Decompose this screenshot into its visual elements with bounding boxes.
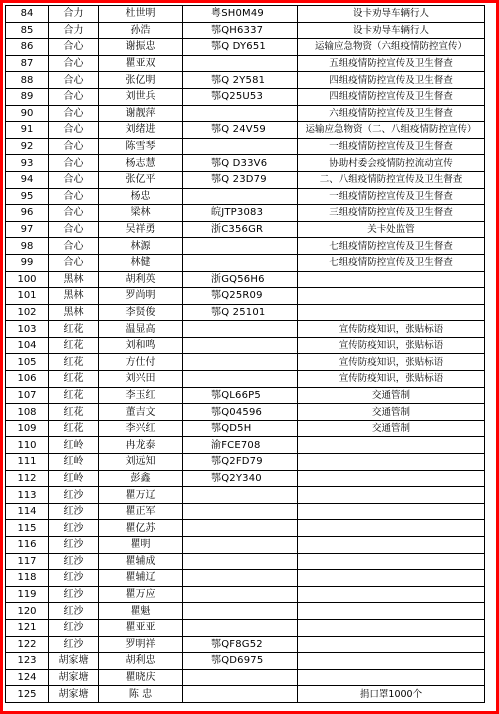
village-cell: 红花 (49, 354, 99, 371)
row-number-cell: 123 (6, 653, 49, 670)
name-cell: 瞿亿苏 (99, 520, 183, 537)
table-row (6, 686, 485, 703)
name-cell: 张亿平 (99, 171, 183, 188)
row-number-cell: 112 (6, 470, 49, 487)
village-cell: 合心 (49, 72, 99, 89)
name-cell: 方仕付 (99, 354, 183, 371)
village-cell: 合心 (49, 205, 99, 222)
table-row (6, 221, 485, 238)
table-row (6, 72, 485, 89)
village-cell: 红沙 (49, 503, 99, 520)
name-cell: 刘绪进 (99, 122, 183, 139)
table-row (6, 122, 485, 139)
row-number-cell: 89 (6, 88, 49, 105)
village-cell: 合心 (49, 221, 99, 238)
task-cell: 二、八组疫情防控宣传及卫生督查 (298, 171, 485, 188)
table-row (6, 636, 485, 653)
village-cell: 红沙 (49, 619, 99, 636)
name-cell: 刘兴田 (99, 371, 183, 388)
plate-cell (183, 603, 298, 620)
task-cell: 运输应急物资（二、八组疫情防控宣传） (298, 122, 485, 139)
village-cell: 红岭 (49, 470, 99, 487)
plate-cell: 鄂Q25R09 (183, 288, 298, 305)
table-row (6, 138, 485, 155)
village-cell: 合心 (49, 138, 99, 155)
plate-cell: 鄂Q 2Y581 (183, 72, 298, 89)
row-number-cell: 97 (6, 221, 49, 238)
row-number-cell: 110 (6, 437, 49, 454)
village-cell: 红岭 (49, 437, 99, 454)
name-cell: 梁林 (99, 205, 183, 222)
task-cell (298, 570, 485, 587)
plate-cell: 皖JTP3083 (183, 205, 298, 222)
row-number-cell: 105 (6, 354, 49, 371)
name-cell: 谢振忠 (99, 39, 183, 56)
row-number-cell: 94 (6, 171, 49, 188)
plate-cell (183, 487, 298, 504)
plate-cell (183, 686, 298, 703)
row-number-cell: 98 (6, 238, 49, 255)
table-row (6, 321, 485, 338)
row-number-cell: 114 (6, 503, 49, 520)
name-cell: 瞿亚亚 (99, 619, 183, 636)
task-cell: 一组疫情防控宣传及卫生督查 (298, 188, 485, 205)
plate-cell (183, 354, 298, 371)
task-cell: 六组疫情防控宣传及卫生督查 (298, 105, 485, 122)
table-row (6, 653, 485, 670)
plate-cell: 鄂Q D33V6 (183, 155, 298, 172)
name-cell: 吴祥勇 (99, 221, 183, 238)
name-cell: 杜世明 (99, 6, 183, 23)
plate-cell: 鄂QD5H (183, 420, 298, 437)
task-cell (298, 437, 485, 454)
plate-cell: 渝FCE708 (183, 437, 298, 454)
table-row (6, 238, 485, 255)
table-row (6, 55, 485, 72)
row-number-cell: 121 (6, 619, 49, 636)
table-row (6, 586, 485, 603)
table-row (6, 537, 485, 554)
row-number-cell: 84 (6, 6, 49, 23)
village-cell: 黑林 (49, 271, 99, 288)
village-cell: 合心 (49, 122, 99, 139)
plate-cell (183, 188, 298, 205)
table-row (6, 371, 485, 388)
village-cell: 合力 (49, 22, 99, 39)
table-row (6, 387, 485, 404)
row-number-cell: 103 (6, 321, 49, 338)
name-cell: 陈 忠 (99, 686, 183, 703)
plate-cell (183, 619, 298, 636)
name-cell: 瞿晓庆 (99, 669, 183, 686)
table-row (6, 437, 485, 454)
task-cell: 捐口罩1000个 (298, 686, 485, 703)
plate-cell: 鄂QH6337 (183, 22, 298, 39)
name-cell: 杨志慧 (99, 155, 183, 172)
plate-cell (183, 138, 298, 155)
name-cell: 罗尚明 (99, 288, 183, 305)
name-cell: 瞿正军 (99, 503, 183, 520)
plate-cell (183, 570, 298, 587)
task-cell (298, 669, 485, 686)
task-cell: 七组疫情防控宣传及卫生督查 (298, 238, 485, 255)
name-cell: 张亿明 (99, 72, 183, 89)
plate-cell: 浙C356GR (183, 221, 298, 238)
name-cell: 李兴红 (99, 420, 183, 437)
task-cell (298, 603, 485, 620)
row-number-cell: 120 (6, 603, 49, 620)
name-cell: 刘和鸣 (99, 337, 183, 354)
plate-cell: 鄂Q DY651 (183, 39, 298, 56)
name-cell: 冉龙泰 (99, 437, 183, 454)
task-cell (298, 288, 485, 305)
row-number-cell: 87 (6, 55, 49, 72)
task-cell: 设卡劝导车辆行人 (298, 22, 485, 39)
table-row (6, 188, 485, 205)
name-cell: 刘世兵 (99, 88, 183, 105)
table-row (6, 503, 485, 520)
task-cell: 三组疫情防控宣传及卫生督查 (298, 205, 485, 222)
name-cell: 林健 (99, 254, 183, 271)
village-cell: 合心 (49, 188, 99, 205)
plate-cell: 粤SH0M49 (183, 6, 298, 23)
table-row (6, 271, 485, 288)
plate-cell (183, 669, 298, 686)
village-cell: 合心 (49, 55, 99, 72)
plate-cell: 鄂Q 23D79 (183, 171, 298, 188)
village-cell: 合心 (49, 39, 99, 56)
table-row (6, 337, 485, 354)
plate-cell: 鄂QF8G52 (183, 636, 298, 653)
plate-cell (183, 105, 298, 122)
name-cell: 李贤俊 (99, 304, 183, 321)
row-number-cell: 107 (6, 387, 49, 404)
name-cell: 谢靓萍 (99, 105, 183, 122)
table-row (6, 288, 485, 305)
name-cell: 瞿魁 (99, 603, 183, 620)
village-cell: 红沙 (49, 603, 99, 620)
row-number-cell: 108 (6, 404, 49, 421)
task-cell: 宣传防疫知识，张贴标语 (298, 354, 485, 371)
village-cell: 红沙 (49, 520, 99, 537)
row-number-cell: 118 (6, 570, 49, 587)
table-row (6, 304, 485, 321)
task-cell: 宣传防疫知识，张贴标语 (298, 337, 485, 354)
name-cell: 孙浩 (99, 22, 183, 39)
name-cell: 刘远知 (99, 454, 183, 471)
table-row (6, 105, 485, 122)
table-row (6, 454, 485, 471)
table-body (6, 6, 485, 703)
plate-cell: 鄂Q25U53 (183, 88, 298, 105)
village-cell: 黑林 (49, 288, 99, 305)
village-cell: 胡家塘 (49, 653, 99, 670)
plate-cell (183, 371, 298, 388)
name-cell: 董吉文 (99, 404, 183, 421)
village-cell: 胡家塘 (49, 669, 99, 686)
village-cell: 合力 (49, 6, 99, 23)
table-row (6, 420, 485, 437)
task-cell: 设卡劝导车辆行人 (298, 6, 485, 23)
task-cell (298, 537, 485, 554)
task-cell (298, 470, 485, 487)
task-cell: 四组疫情防控宣传及卫生督查 (298, 88, 485, 105)
table-row (6, 404, 485, 421)
name-cell: 瞿明 (99, 537, 183, 554)
row-number-cell: 119 (6, 586, 49, 603)
plate-cell: 鄂QL66P5 (183, 387, 298, 404)
name-cell: 瞿辅辽 (99, 570, 183, 587)
row-number-cell: 116 (6, 537, 49, 554)
table-row (6, 6, 485, 23)
name-cell: 罗明祥 (99, 636, 183, 653)
name-cell: 瞿万应 (99, 586, 183, 603)
task-cell (298, 586, 485, 603)
village-cell: 红花 (49, 371, 99, 388)
name-cell: 瞿万辽 (99, 487, 183, 504)
village-cell: 合心 (49, 171, 99, 188)
row-number-cell: 85 (6, 22, 49, 39)
task-cell: 交通管制 (298, 404, 485, 421)
village-cell: 红沙 (49, 487, 99, 504)
table-row (6, 88, 485, 105)
task-cell: 交通管制 (298, 420, 485, 437)
name-cell: 胡利忠 (99, 653, 183, 670)
village-cell: 合心 (49, 105, 99, 122)
village-cell: 红沙 (49, 586, 99, 603)
row-number-cell: 102 (6, 304, 49, 321)
village-cell: 合心 (49, 155, 99, 172)
village-cell: 红沙 (49, 570, 99, 587)
task-cell (298, 619, 485, 636)
name-cell: 瞿辅成 (99, 553, 183, 570)
plate-cell: 鄂Q 25101 (183, 304, 298, 321)
row-number-cell: 113 (6, 487, 49, 504)
row-number-cell: 106 (6, 371, 49, 388)
task-cell: 宣传防疫知识，张贴标语 (298, 321, 485, 338)
name-cell: 陈雪琴 (99, 138, 183, 155)
plate-cell (183, 586, 298, 603)
table-row (6, 603, 485, 620)
name-cell: 彭鑫 (99, 470, 183, 487)
row-number-cell: 124 (6, 669, 49, 686)
row-number-cell: 101 (6, 288, 49, 305)
name-cell: 李玉红 (99, 387, 183, 404)
task-cell: 宣传防疫知识，张贴标语 (298, 371, 485, 388)
row-number-cell: 111 (6, 454, 49, 471)
plate-cell: 浙GQ56H6 (183, 271, 298, 288)
plate-cell: 鄂Q 24V59 (183, 122, 298, 139)
row-number-cell: 104 (6, 337, 49, 354)
village-cell: 红花 (49, 387, 99, 404)
village-cell: 红花 (49, 404, 99, 421)
task-cell: 一组疫情防控宣传及卫生督查 (298, 138, 485, 155)
name-cell: 温显高 (99, 321, 183, 338)
plate-cell (183, 238, 298, 255)
task-cell (298, 271, 485, 288)
table-row (6, 570, 485, 587)
village-cell: 胡家塘 (49, 686, 99, 703)
task-cell (298, 487, 485, 504)
plate-cell (183, 520, 298, 537)
plate-cell: 鄂Q04596 (183, 404, 298, 421)
task-cell (298, 304, 485, 321)
task-cell: 运输应急物资（六组疫情防控宣传） (298, 39, 485, 56)
task-cell (298, 454, 485, 471)
row-number-cell: 91 (6, 122, 49, 139)
table-row (6, 22, 485, 39)
row-number-cell: 96 (6, 205, 49, 222)
name-cell: 杨忠 (99, 188, 183, 205)
row-number-cell: 86 (6, 39, 49, 56)
row-number-cell: 100 (6, 271, 49, 288)
row-number-cell: 115 (6, 520, 49, 537)
row-number-cell: 109 (6, 420, 49, 437)
row-number-cell: 90 (6, 105, 49, 122)
task-cell: 五组疫情防控宣传及卫生督查 (298, 55, 485, 72)
name-cell: 胡利英 (99, 271, 183, 288)
plate-cell (183, 55, 298, 72)
village-cell: 黑林 (49, 304, 99, 321)
name-cell: 林源 (99, 238, 183, 255)
plate-cell (183, 321, 298, 338)
village-cell: 红花 (49, 321, 99, 338)
table-row (6, 171, 485, 188)
plate-cell (183, 337, 298, 354)
plate-cell (183, 553, 298, 570)
task-cell: 交通管制 (298, 387, 485, 404)
table-row (6, 155, 485, 172)
row-number-cell: 93 (6, 155, 49, 172)
table-row (6, 487, 485, 504)
task-cell: 关卡处监管 (298, 221, 485, 238)
row-number-cell: 88 (6, 72, 49, 89)
row-number-cell: 92 (6, 138, 49, 155)
plate-cell (183, 254, 298, 271)
plate-cell: 鄂Q2Y340 (183, 470, 298, 487)
table-row (6, 669, 485, 686)
table-row (6, 553, 485, 570)
table-row (6, 520, 485, 537)
village-cell: 红花 (49, 337, 99, 354)
row-number-cell: 122 (6, 636, 49, 653)
table-row (6, 39, 485, 56)
task-cell (298, 636, 485, 653)
task-cell (298, 553, 485, 570)
village-cell: 合心 (49, 254, 99, 271)
row-number-cell: 117 (6, 553, 49, 570)
row-number-cell: 99 (6, 254, 49, 271)
row-number-cell: 125 (6, 686, 49, 703)
task-cell (298, 520, 485, 537)
table-row (6, 470, 485, 487)
village-cell: 红花 (49, 420, 99, 437)
village-cell: 红沙 (49, 636, 99, 653)
table-row (6, 254, 485, 271)
task-cell: 协助村委会疫情防控流动宣传 (298, 155, 485, 172)
task-cell (298, 653, 485, 670)
name-cell: 瞿亚双 (99, 55, 183, 72)
village-cell: 红岭 (49, 454, 99, 471)
volunteer-table (5, 5, 485, 703)
task-cell: 四组疫情防控宣传及卫生督查 (298, 72, 485, 89)
village-cell: 红沙 (49, 537, 99, 554)
table-row (6, 619, 485, 636)
plate-cell: 鄂QD6975 (183, 653, 298, 670)
plate-cell (183, 503, 298, 520)
task-cell (298, 503, 485, 520)
table-row (6, 205, 485, 222)
village-cell: 合心 (49, 88, 99, 105)
plate-cell: 鄂Q2FD79 (183, 454, 298, 471)
task-cell: 七组疫情防控宣传及卫生督查 (298, 254, 485, 271)
village-cell: 合心 (49, 238, 99, 255)
plate-cell (183, 537, 298, 554)
village-cell: 红沙 (49, 553, 99, 570)
table-row (6, 354, 485, 371)
row-number-cell: 95 (6, 188, 49, 205)
